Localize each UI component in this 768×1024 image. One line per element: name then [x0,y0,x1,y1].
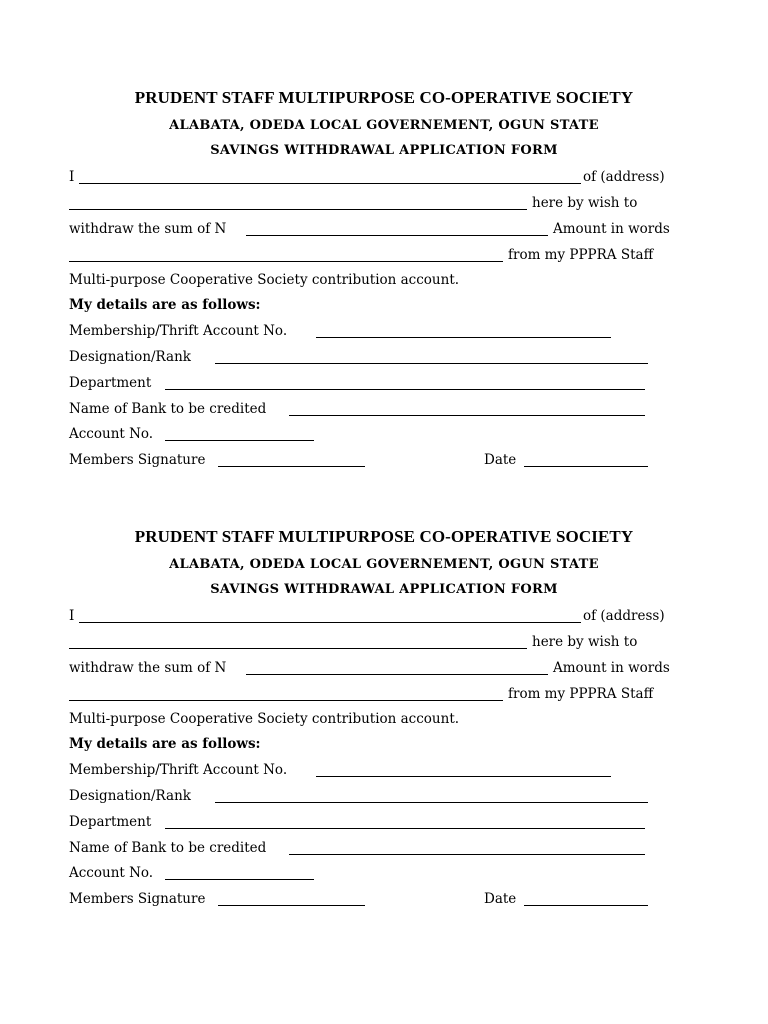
date-label: Date [484,891,517,907]
address-line: ALABATA, ODEDA LOCAL GOVERNEMENT, OGUN STATE [169,118,599,133]
department-line[interactable] [165,389,645,390]
department-label: Department [69,375,152,391]
bank-name-line[interactable] [289,854,645,855]
account-no-line[interactable] [165,879,314,880]
membership-line[interactable] [316,776,611,777]
membership-label: Membership/Thrift Account No. [69,323,288,339]
withdraw-sum-label: withdraw the sum of N [69,221,227,237]
bank-name-label: Name of Bank to be credited [69,401,267,417]
from-my-label: from my PPPRA Staff [508,686,654,702]
designation-line[interactable] [215,802,648,803]
contribution-text: Multi-purpose Cooperative Society contribution account. [69,272,460,288]
amount-in-words-label: Amount in words [553,221,670,237]
designation-line[interactable] [215,363,648,364]
withdraw-sum-label: withdraw the sum of N [69,660,227,676]
i-label: I [69,608,75,624]
date-line[interactable] [524,466,648,467]
sum-line[interactable] [246,674,548,675]
account-no-label: Account No. [69,865,154,881]
amount-words-line[interactable] [69,700,503,701]
account-no-line[interactable] [165,440,314,441]
address-line-field[interactable] [69,648,527,649]
withdrawal-form-1 [0,80,768,500]
form-title: PRUDENT STAFF MULTIPURPOSE CO-OPERATIVE SOCIETY [134,88,634,107]
i-label: I [69,169,75,185]
name-line[interactable] [79,183,581,184]
address-line-field[interactable] [69,209,527,210]
of-address-label: of (address) [583,169,665,185]
form-name: SAVINGS WITHDRAWAL APPLICATION FORM [210,582,558,597]
contribution-text: Multi-purpose Cooperative Society contribution account. [69,711,460,727]
bank-name-label: Name of Bank to be credited [69,840,267,856]
here-by-wish-label: here by wish to [532,195,638,211]
amount-words-line[interactable] [69,261,503,262]
designation-label: Designation/Rank [69,349,191,365]
withdrawal-form-2 [0,519,768,939]
details-heading: My details are as follows: [69,297,261,313]
date-line[interactable] [524,905,648,906]
designation-label: Designation/Rank [69,788,191,804]
membership-line[interactable] [316,337,611,338]
signature-line[interactable] [218,466,365,467]
amount-in-words-label: Amount in words [553,660,670,676]
of-address-label: of (address) [583,608,665,624]
account-no-label: Account No. [69,426,154,442]
date-label: Date [484,452,517,468]
form-name: SAVINGS WITHDRAWAL APPLICATION FORM [210,143,558,158]
department-line[interactable] [165,828,645,829]
sum-line[interactable] [246,235,548,236]
membership-label: Membership/Thrift Account No. [69,762,288,778]
address-line: ALABATA, ODEDA LOCAL GOVERNEMENT, OGUN STATE [169,557,599,572]
from-my-label: from my PPPRA Staff [508,247,654,263]
form-title: PRUDENT STAFF MULTIPURPOSE CO-OPERATIVE SOCIETY [134,527,634,546]
signature-line[interactable] [218,905,365,906]
details-heading: My details are as follows: [69,736,261,752]
bank-name-line[interactable] [289,415,645,416]
department-label: Department [69,814,152,830]
here-by-wish-label: here by wish to [532,634,638,650]
signature-label: Members Signature [69,452,206,468]
name-line[interactable] [79,622,581,623]
signature-label: Members Signature [69,891,206,907]
